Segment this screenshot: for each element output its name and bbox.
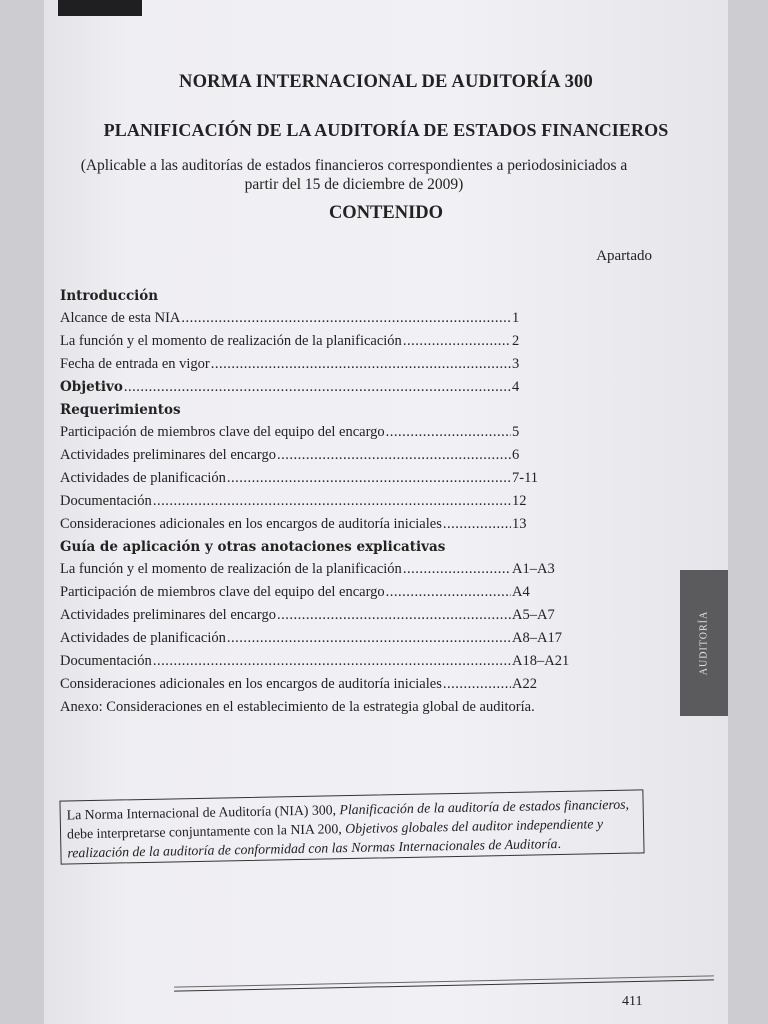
contents-heading: CONTENIDO [328, 203, 444, 223]
page-corner-shadow [58, 0, 142, 16]
toc-entry-ref: A1–A3 [512, 561, 555, 577]
toc-entry-title: Fecha de entrada en vigor [60, 356, 210, 372]
side-tab-label: AUDITORÍA [698, 610, 710, 676]
toc-entry-title: Documentación [60, 493, 152, 509]
toc-entry-ref: 2 [512, 333, 520, 349]
toc-entry [60, 650, 570, 673]
applicability-note: (Aplicable a las auditorías de estados financieros correspondientes a periodosiniciados a partir del 15 de diciembre de 2009) [80, 157, 628, 193]
toc-entry [60, 353, 570, 376]
notice-italic-1: Planificación de la auditoría de estados financieros [339, 796, 626, 818]
notice-italic-2: Objetivos globales del auditor independiente y realización de la auditoría de conformidad con las Normas Internacionales de Auditoría [67, 816, 604, 861]
toc-entry-ref: 13 [512, 516, 527, 532]
toc-entry [60, 673, 570, 696]
toc-entry-title: Actividades preliminares del encargo [60, 447, 276, 463]
toc-entry-ref: 4 [512, 379, 520, 395]
toc-entry-title: Alcance de esta NIA [60, 310, 181, 326]
document-title: NORMA INTERNACIONAL DE AUDITORÍA 300 [179, 72, 593, 92]
toc-entry [60, 581, 570, 604]
toc-entry-ref: A8–A17 [512, 630, 562, 646]
document-subtitle: PLANIFICACIÓN DE LA AUDITORÍA DE ESTADOS FINANCIEROS [103, 120, 669, 140]
toc-entry-title: La función y el momento de realización de la planificación [60, 333, 402, 349]
toc-entry [60, 627, 570, 650]
toc-entry-objetivo [60, 376, 570, 399]
toc-entry-ref: 5 [512, 424, 520, 440]
toc-entry-ref: A4 [512, 584, 530, 600]
toc-entry [60, 421, 570, 444]
toc-entry [60, 307, 570, 330]
toc-entry [60, 444, 570, 467]
toc-entry [60, 330, 570, 353]
toc-entry-ref: 6 [512, 447, 520, 463]
section-heading-guia: Guía de aplicación y otras anotaciones explicativas [60, 539, 446, 555]
toc-entry [60, 558, 570, 581]
toc-entry-ref: 3 [512, 356, 520, 372]
notice-box [59, 789, 644, 864]
notice-text-1: La Norma Internacional de Auditoría (NIA) 300, [66, 802, 340, 823]
section-thumb-tab [680, 570, 728, 716]
toc-entry-ref: A22 [512, 676, 537, 692]
toc-entry-ref: A18–A21 [512, 653, 570, 669]
toc-entry-ref: 1 [512, 310, 520, 326]
toc-entry-title: Actividades preliminares del encargo [60, 607, 276, 623]
table-of-contents [60, 285, 570, 719]
column-label-apartado: Apartado [596, 248, 652, 264]
toc-entry [60, 513, 570, 536]
section-heading-requerimientos: Requerimientos [60, 402, 181, 418]
toc-entry-title: Participación de miembros clave del equipo del encargo [60, 584, 385, 600]
anexo-line: Anexo: Consideraciones en el establecimiento de la estrategia global de auditoría. [60, 699, 535, 715]
document-page [44, 0, 728, 1024]
toc-entry [60, 490, 570, 513]
toc-entry-ref: 7-11 [512, 470, 539, 486]
toc-entry-title: Documentación [60, 653, 152, 669]
toc-entry [60, 604, 570, 627]
toc-entry-ref: 12 [512, 493, 527, 509]
toc-entry-title: Consideraciones adicionales en los encargos de auditoría iniciales [60, 676, 442, 692]
toc-entry-title: La función y el momento de realización de la planificación [60, 561, 402, 577]
toc-entry [60, 467, 570, 490]
toc-entry-ref: A5–A7 [512, 607, 555, 623]
section-heading-introduccion: Introducción [60, 288, 159, 304]
toc-entry-title: Objetivo [60, 379, 123, 395]
toc-entry-title: Participación de miembros clave del equipo del encargo [60, 424, 385, 440]
page-number: 411 [622, 994, 643, 1009]
toc-entry-title: Consideraciones adicionales en los encargos de auditoría iniciales [60, 516, 442, 532]
notice-text-3: . [557, 835, 562, 852]
toc-entry-title: Actividades de planificación [60, 630, 226, 646]
toc-entry-title: Actividades de planificación [60, 470, 226, 486]
notice-text-2: , debe interpretarse conjuntamente con la NIA 200, [66, 796, 630, 842]
